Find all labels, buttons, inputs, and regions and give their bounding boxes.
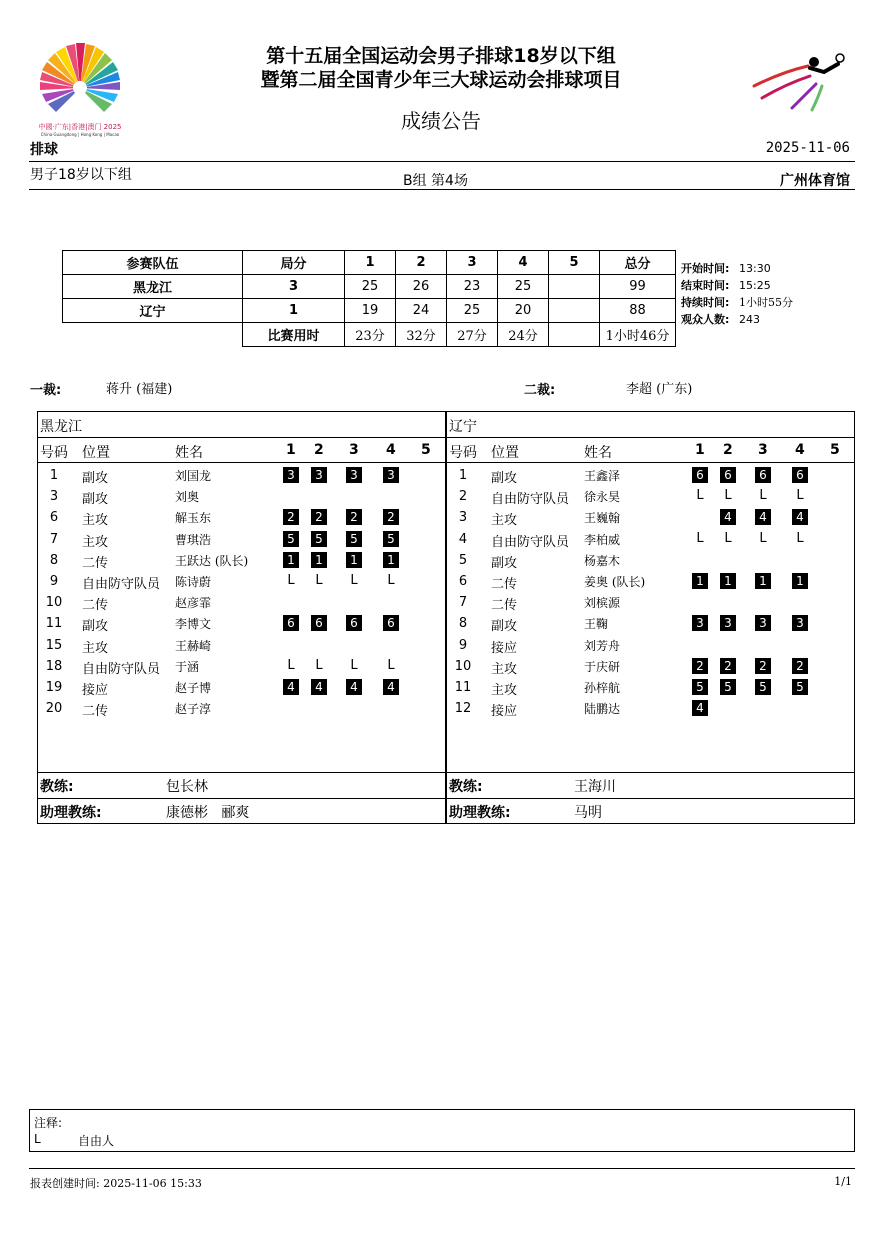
logo-subtext: China·Guangdong | Hong Kong | Macao (40, 132, 120, 137)
player-name: 孙梓航 (584, 681, 621, 695)
end-time: 结束时间: 15:25 (681, 279, 771, 292)
score-header-team: 参赛队伍 (63, 251, 243, 275)
starting-position-marker: 3 (720, 615, 736, 631)
notes-box (29, 1109, 855, 1152)
player-row (447, 677, 854, 698)
player-position: 接应 (491, 640, 518, 656)
player-position: 副攻 (82, 492, 109, 508)
starting-position-marker: 1 (792, 573, 808, 589)
player-number: 3 (49, 489, 59, 505)
libero-marker: L (315, 573, 323, 588)
starting-position-marker: 1 (755, 573, 771, 589)
roster-header-set: 2 (314, 442, 324, 458)
starting-position-marker: 3 (283, 467, 299, 483)
score-set-points (549, 299, 600, 323)
player-name: 王巍翰 (584, 511, 621, 526)
score-set-points: 19 (345, 299, 396, 323)
title-line1: 第十五届全国运动会男子排球18岁以下组 (266, 45, 616, 67)
player-position: 接应 (491, 704, 518, 720)
libero-marker: L (350, 573, 358, 588)
player-row (447, 529, 854, 550)
player-position: 二传 (82, 704, 109, 720)
libero-marker: L (724, 488, 732, 504)
starting-position-marker: 5 (720, 679, 736, 695)
logo-text: 中國·广东|香港|澳门 2025 (38, 123, 122, 131)
player-number: 19 (45, 680, 63, 695)
player-row (38, 613, 445, 634)
starting-position-marker: 3 (792, 615, 808, 631)
starting-position-marker: 1 (383, 552, 399, 568)
player-name: 赵子淳 (175, 702, 212, 717)
start-time: 开始时间: 13:30 (681, 262, 771, 275)
score-set-points: 20 (498, 299, 549, 323)
assistant-coach-name: 马明 (574, 805, 602, 821)
second-referee: 李超 (广东) (626, 382, 693, 397)
player-number: 4 (458, 531, 468, 547)
player-position: 主攻 (82, 513, 109, 529)
starting-position-marker: 1 (283, 552, 299, 568)
player-row (447, 592, 854, 613)
score-set-points: 25 (345, 275, 396, 299)
player-number: 10 (45, 595, 63, 611)
starting-position-marker: 2 (283, 509, 299, 525)
player-row (38, 486, 445, 507)
player-name: 赵子博 (175, 681, 212, 695)
libero-marker: L (315, 657, 323, 673)
libero-marker: L (796, 530, 804, 546)
roster-header (38, 442, 445, 462)
report-date: 2025-11-06 (765, 140, 850, 156)
created-time: 报表创建时间: 2025-11-06 15:33 (30, 1177, 202, 1190)
player-number: 10 (454, 658, 472, 674)
starting-position-marker: 2 (383, 509, 399, 525)
starting-position-marker: 3 (346, 467, 362, 483)
player-number: 7 (49, 531, 59, 547)
roster-header-num: 号码 (40, 445, 68, 461)
player-position: 自由防守队员 (491, 492, 570, 508)
duration-label: 比赛用时 (243, 323, 345, 347)
player-row (38, 465, 445, 486)
report-title: 成绩公告 (401, 109, 481, 133)
roster-team1 (37, 411, 446, 824)
player-position: 二传 (82, 598, 109, 614)
score-header-row (63, 251, 676, 275)
score-header-set1: 1 (345, 251, 396, 275)
starting-position-marker: 5 (383, 531, 399, 547)
player-number: 15 (45, 637, 63, 653)
player-position: 主攻 (82, 640, 109, 656)
score-header-set2: 2 (396, 251, 447, 275)
player-name: 刘芳舟 (584, 638, 621, 653)
starting-position-marker: 6 (792, 467, 808, 483)
player-number: 3 (458, 510, 468, 526)
player-name: 曹琪浩 (175, 532, 212, 547)
player-name: 赵彦霏 (175, 596, 212, 611)
notes-key: L (34, 1132, 41, 1146)
score-team-sets: 1 (243, 299, 345, 323)
player-row (447, 635, 854, 656)
player-number: 20 (45, 701, 63, 717)
divider-header (29, 189, 855, 190)
libero-marker: L (387, 573, 395, 588)
notes-desc: 自由人 (78, 1134, 115, 1148)
player-position: 接应 (82, 683, 109, 698)
libero-marker: L (287, 657, 295, 673)
roster-header-name: 姓名 (584, 445, 612, 461)
divider-top (29, 161, 855, 162)
roster-header-num: 号码 (449, 445, 477, 461)
player-row (38, 635, 445, 656)
starting-position-marker: 2 (346, 509, 362, 525)
player-row (447, 656, 854, 677)
player-name: 王跃达 (队长) (175, 553, 249, 568)
starting-position-marker: 5 (283, 531, 299, 547)
player-name: 于庆研 (584, 659, 621, 674)
starting-position-marker: 4 (720, 509, 736, 525)
roster-header-set: 3 (758, 442, 768, 458)
roster-header-name: 姓名 (175, 445, 203, 461)
player-row (447, 465, 854, 486)
player-number: 11 (45, 616, 63, 632)
player-row (38, 677, 445, 698)
libero-marker: L (759, 488, 767, 504)
starting-position-marker: 5 (792, 679, 808, 695)
starting-position-marker: 6 (383, 615, 399, 631)
starting-position-marker: 4 (792, 509, 808, 525)
coach-label: 教练: (449, 779, 483, 795)
starting-position-marker: 1 (720, 573, 736, 589)
player-name: 王鑫泽 (584, 469, 621, 483)
player-position: 主攻 (491, 661, 518, 677)
score-header-sets: 局分 (243, 251, 345, 275)
player-name: 于涵 (175, 659, 200, 674)
score-set-points: 25 (498, 275, 549, 299)
starting-position-marker: 6 (755, 467, 771, 483)
category-label: 男子18岁以下组 (30, 167, 132, 183)
player-position: 主攻 (491, 683, 518, 698)
player-position: 主攻 (491, 513, 518, 529)
match-label: B组 第4场 (403, 173, 468, 189)
first-referee-label: 一裁: (30, 383, 62, 398)
player-row (447, 571, 854, 592)
player-number: 12 (454, 701, 472, 717)
score-row-team2 (63, 299, 676, 323)
player-name: 杨嘉木 (584, 553, 621, 568)
starting-position-marker: 4 (283, 679, 299, 695)
player-name: 刘槟源 (584, 596, 621, 611)
libero-marker: L (696, 530, 704, 546)
set-duration (549, 323, 600, 347)
roster-header-set: 2 (723, 442, 733, 458)
player-number: 1 (458, 468, 468, 483)
starting-position-marker: 3 (311, 467, 327, 483)
assistant-coach-name: 康德彬 郦爽 (166, 805, 250, 821)
starting-position-marker: 5 (755, 679, 771, 695)
player-number: 9 (458, 637, 468, 653)
starting-position-marker: 1 (692, 573, 708, 589)
score-set-points: 23 (447, 275, 498, 299)
player-name: 王鞠 (584, 617, 609, 632)
starting-position-marker: 4 (692, 700, 708, 716)
assistant-coach-label: 助理教练: (449, 805, 511, 821)
set-duration: 32分 (396, 323, 447, 347)
coach-name: 包长林 (166, 779, 208, 795)
starting-position-marker: 6 (692, 467, 708, 483)
venue-label: 广州体育馆 (780, 173, 850, 189)
roster-header-set: 5 (421, 442, 431, 458)
player-position: 主攻 (82, 534, 109, 550)
libero-marker: L (796, 488, 804, 504)
starting-position-marker: 2 (792, 658, 808, 674)
starting-position-marker: 6 (283, 615, 299, 631)
libero-marker: L (350, 657, 358, 673)
starting-position-marker: 1 (311, 552, 327, 568)
divider-footer (29, 1168, 855, 1169)
starting-position-marker: 6 (346, 615, 362, 631)
player-name: 李博文 (175, 617, 212, 632)
starting-position-marker: 3 (692, 615, 708, 631)
starting-position-marker: 5 (346, 531, 362, 547)
player-row (447, 613, 854, 634)
spectators: 观众人数: 243 (681, 313, 760, 326)
player-number: 1 (49, 468, 59, 483)
player-row (38, 507, 445, 528)
roster-header-set: 5 (830, 442, 840, 458)
roster-header-pos: 位置 (82, 445, 110, 461)
player-position: 自由防守队员 (82, 577, 161, 592)
player-row (38, 592, 445, 613)
player-name: 李柏威 (584, 532, 621, 547)
roster-header-set: 1 (695, 442, 705, 458)
score-set-points (549, 275, 600, 299)
starting-position-marker: 3 (755, 615, 771, 631)
match-duration: 持续时间: 1小时55分 (681, 296, 793, 309)
player-position: 二传 (82, 555, 109, 571)
starting-position-marker: 1 (346, 552, 362, 568)
page-number: 1/1 (834, 1175, 852, 1188)
starting-position-marker: 4 (755, 509, 771, 525)
first-referee: 蒋升 (福建) (106, 382, 173, 397)
player-number: 7 (458, 595, 468, 611)
score-duration-row (63, 323, 676, 347)
player-number: 6 (458, 574, 468, 589)
player-position: 自由防守队员 (491, 534, 570, 550)
player-name: 陈诗蔚 (175, 575, 212, 589)
starting-position-marker: 6 (311, 615, 327, 631)
score-team-sets: 3 (243, 275, 345, 299)
player-row (38, 656, 445, 677)
starting-position-marker: 2 (311, 509, 327, 525)
player-name: 刘国龙 (175, 469, 212, 483)
roster-header-pos: 位置 (491, 445, 519, 461)
player-row (38, 571, 445, 592)
starting-position-marker: 2 (720, 658, 736, 674)
player-position: 二传 (491, 598, 518, 614)
score-team-name: 黑龙江 (63, 275, 243, 299)
starting-position-marker: 5 (692, 679, 708, 695)
starting-position-marker: 4 (346, 679, 362, 695)
total-duration: 1小时46分 (600, 323, 676, 347)
roster-team-name: 黑龙江 (40, 419, 82, 435)
starting-position-marker: 6 (720, 467, 736, 483)
second-referee-label: 二裁: (524, 383, 556, 398)
set-duration: 24分 (498, 323, 549, 347)
score-header-set5: 5 (549, 251, 600, 275)
player-row (447, 486, 854, 507)
player-name: 解玉东 (175, 511, 212, 526)
score-header-set4: 4 (498, 251, 549, 275)
player-position: 副攻 (491, 555, 518, 571)
set-duration: 27分 (447, 323, 498, 347)
score-row-team1 (63, 275, 676, 299)
libero-marker: L (287, 573, 295, 588)
starting-position-marker: 4 (311, 679, 327, 695)
roster-header-set: 3 (349, 442, 359, 458)
player-number: 8 (49, 552, 59, 568)
player-name: 刘奥 (175, 490, 200, 505)
libero-marker: L (387, 657, 395, 673)
coach-name: 王海川 (574, 779, 616, 795)
score-set-points: 26 (396, 275, 447, 299)
roster-header-set: 1 (286, 442, 296, 458)
roster-header-set: 4 (795, 442, 805, 458)
player-position: 二传 (491, 577, 518, 592)
notes-label: 注释: (34, 1116, 63, 1130)
score-header-set3: 3 (447, 251, 498, 275)
starting-position-marker: 5 (311, 531, 327, 547)
player-number: 2 (458, 489, 468, 505)
libero-marker: L (696, 488, 704, 504)
score-header-total: 总分 (600, 251, 676, 275)
score-total: 99 (600, 275, 676, 299)
player-row (38, 550, 445, 571)
assistant-coach-label: 助理教练: (40, 805, 102, 821)
starting-position-marker: 3 (383, 467, 399, 483)
player-number: 5 (458, 552, 468, 568)
player-row (38, 698, 445, 719)
roster-team-name: 辽宁 (449, 419, 477, 435)
roster-team2 (446, 411, 855, 824)
player-number: 9 (49, 574, 59, 589)
sport-label: 排球 (30, 142, 58, 158)
player-number: 18 (45, 658, 63, 674)
starting-position-marker: 2 (692, 658, 708, 674)
score-table (62, 250, 676, 347)
player-position: 副攻 (491, 619, 518, 635)
roster-header (447, 442, 854, 462)
player-row (38, 529, 445, 550)
starting-position-marker: 4 (383, 679, 399, 695)
player-position: 副攻 (82, 619, 109, 635)
player-position: 自由防守队员 (82, 661, 161, 677)
libero-marker: L (724, 530, 732, 546)
coach-label: 教练: (40, 779, 74, 795)
player-name: 王赫崎 (175, 638, 212, 653)
player-number: 11 (454, 680, 472, 695)
player-row (447, 698, 854, 719)
roster-header-set: 4 (386, 442, 396, 458)
player-name: 姜奥 (队长) (584, 575, 646, 589)
player-number: 8 (458, 616, 468, 632)
score-team-name: 辽宁 (63, 299, 243, 323)
player-row (447, 550, 854, 571)
player-row (447, 507, 854, 528)
player-name: 徐永昊 (584, 490, 621, 505)
title-line2: 暨第二届全国青少年三大球运动会排球项目 (260, 69, 622, 91)
set-duration: 23分 (345, 323, 396, 347)
score-set-points: 24 (396, 299, 447, 323)
libero-marker: L (759, 530, 767, 546)
score-total: 88 (600, 299, 676, 323)
player-position: 副攻 (82, 471, 109, 486)
starting-position-marker: 2 (755, 658, 771, 674)
player-number: 6 (49, 510, 59, 526)
player-position: 副攻 (491, 471, 518, 486)
score-set-points: 25 (447, 299, 498, 323)
player-name: 陆鹏达 (584, 702, 621, 717)
